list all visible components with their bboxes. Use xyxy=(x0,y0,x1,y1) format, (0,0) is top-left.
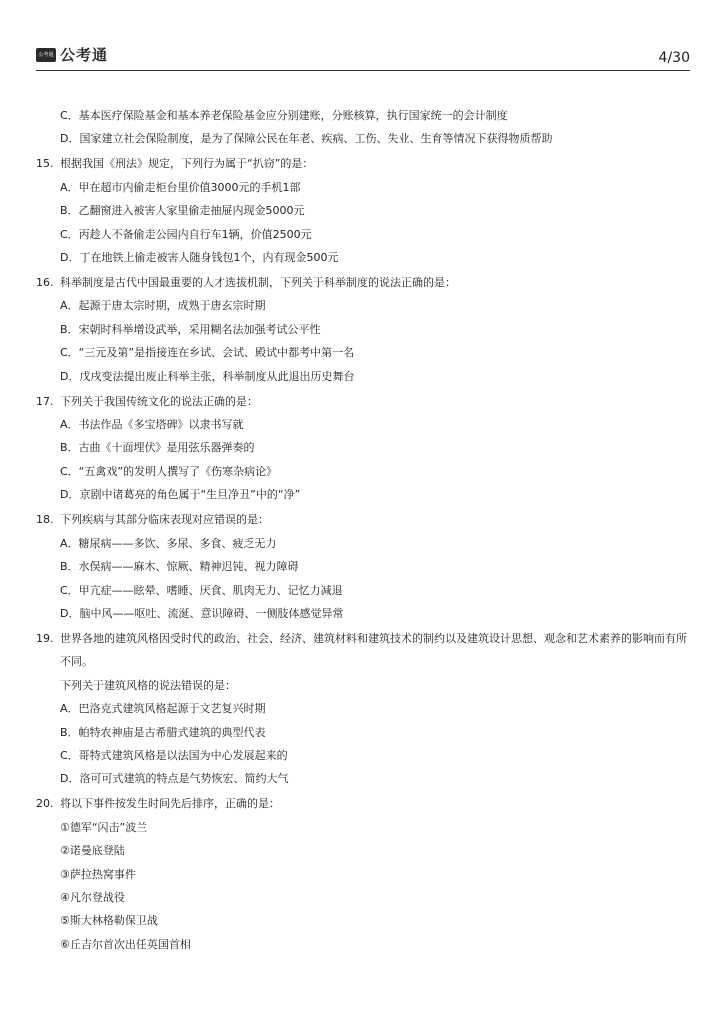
option-item: A．书法作品《多宝塔碑》以隶书写就 xyxy=(60,418,244,432)
event-item: ②诺曼底登陆 xyxy=(60,844,125,858)
option-item: B．帕特农神庙是古希腊式建筑的典型代表 xyxy=(60,725,266,739)
question-number: 16. xyxy=(36,276,54,290)
event-item: ①德军“闪击”波兰 xyxy=(60,820,148,834)
question-stem xyxy=(36,390,690,413)
event-item: ⑤斯大林格勒保卫战 xyxy=(60,914,158,928)
option-item: D．京剧中诸葛亮的角色属于“生旦净丑”中的“净” xyxy=(60,488,301,502)
option-item: C．基本医疗保险基金和基本养老保险基金应分别建账，分账核算，执行国家统一的会计制度 xyxy=(60,109,508,122)
option-item: B．水俣病——麻木、惊厥、精神迟钝、视力障碍 xyxy=(60,560,299,574)
event-item: ③萨拉热窝事件 xyxy=(60,867,136,881)
question-number: 18. xyxy=(36,513,54,527)
option-item: C．丙趁人不备偷走公园内自行车1辆，价值2500元 xyxy=(60,227,312,241)
question-prompt: 下列关于建筑风格的说法错误的是： xyxy=(60,678,236,692)
option-item: C．“三元及第”是指接连在乡试、会试、殿试中都考中第一名 xyxy=(60,346,355,360)
option-item: D．丁在地铁上偷走被害人随身钱包1个，内有现金500元 xyxy=(60,251,339,265)
page-number: 4/30 xyxy=(658,50,690,66)
option-item: D．戊戌变法提出废止科举主张，科举制度从此退出历史舞台 xyxy=(60,369,355,383)
option-item: A．巴洛克式建筑风格起源于文艺复兴时期 xyxy=(60,702,266,716)
page-header xyxy=(36,40,690,71)
option-item: D．洛可可式建筑的特点是气势恢宏、简约大气 xyxy=(60,772,289,786)
option-item: C．哥特式建筑风格是以法国为中心发展起来的 xyxy=(60,748,288,762)
question-stem xyxy=(36,152,690,175)
question-text: 下列关于我国传统文化的说法正确的是： xyxy=(60,394,258,408)
question-19 xyxy=(36,627,690,791)
question-text: 科举制度是古代中国最重要的人才选拔机制，下列关于科举制度的说法正确的是： xyxy=(60,276,456,290)
question-stem xyxy=(36,627,690,674)
question-stem xyxy=(36,792,690,815)
question-number: 17. xyxy=(36,394,54,408)
event-item: ④凡尔登战役 xyxy=(60,890,125,904)
question-text: 将以下事件按发生时间先后排序，正确的是： xyxy=(60,797,280,811)
question-20 xyxy=(36,792,690,956)
logo xyxy=(36,44,108,65)
option-item: A．糖尿病——多饮、多尿、多食、疲乏无力 xyxy=(60,536,277,550)
logo-text: 公考通 xyxy=(60,46,109,64)
question-number: 15. xyxy=(36,157,54,171)
page-content xyxy=(36,104,690,956)
question-text: 下列疾病与其部分临床表现对应错误的是： xyxy=(60,513,269,527)
question-18 xyxy=(36,508,690,625)
event-item: ⑥丘吉尔首次出任英国首相 xyxy=(60,937,191,951)
option-item: B．宋朝时科举增设武举，采用糊名法加强考试公平性 xyxy=(60,322,321,336)
question-16 xyxy=(36,271,690,388)
question-number: 20. xyxy=(36,797,54,811)
question-number: 19. xyxy=(36,631,54,645)
question-15 xyxy=(36,152,690,269)
question-text: 世界各地的建筑风格因受时代的政治、社会、经济、建筑材料和建筑技术的制约以及建筑设计思想、观念和艺术素养的影响而有所不同。 xyxy=(60,631,687,669)
option-item: B．古曲《十面埋伏》是用弦乐器弹奏的 xyxy=(60,441,255,455)
option-item: A．甲在超市内偷走柜台里价值3000元的手机1部 xyxy=(60,180,301,194)
option-item: A．起源于唐太宗时期，成熟于唐玄宗时期 xyxy=(60,299,266,313)
question-text: 根据我国《刑法》规定，下列行为属于“扒窃”的是： xyxy=(60,157,314,171)
option-item: D．国家建立社会保险制度，是为了保障公民在年老、疾病、工伤、失业、生育等情况下获得物质帮助 xyxy=(60,132,553,146)
logo-badge-icon: 公考通 xyxy=(36,48,56,62)
question-stem xyxy=(36,271,690,294)
option-item: B．乙翻窗进入被害人家里偷走抽屉内现金5000元 xyxy=(60,204,305,218)
question-17 xyxy=(36,390,690,507)
question-stem xyxy=(36,508,690,531)
option-item: C．“五禽戏”的发明人撰写了《伤寒杂病论》 xyxy=(60,464,278,478)
option-item: C．甲亢症——眩晕、嗜睡、厌食、肌肉无力、记忆力减退 xyxy=(60,583,343,597)
option-item: D．脑中风——呕吐、流涎、意识障碍、一侧肢体感觉异常 xyxy=(60,606,344,620)
